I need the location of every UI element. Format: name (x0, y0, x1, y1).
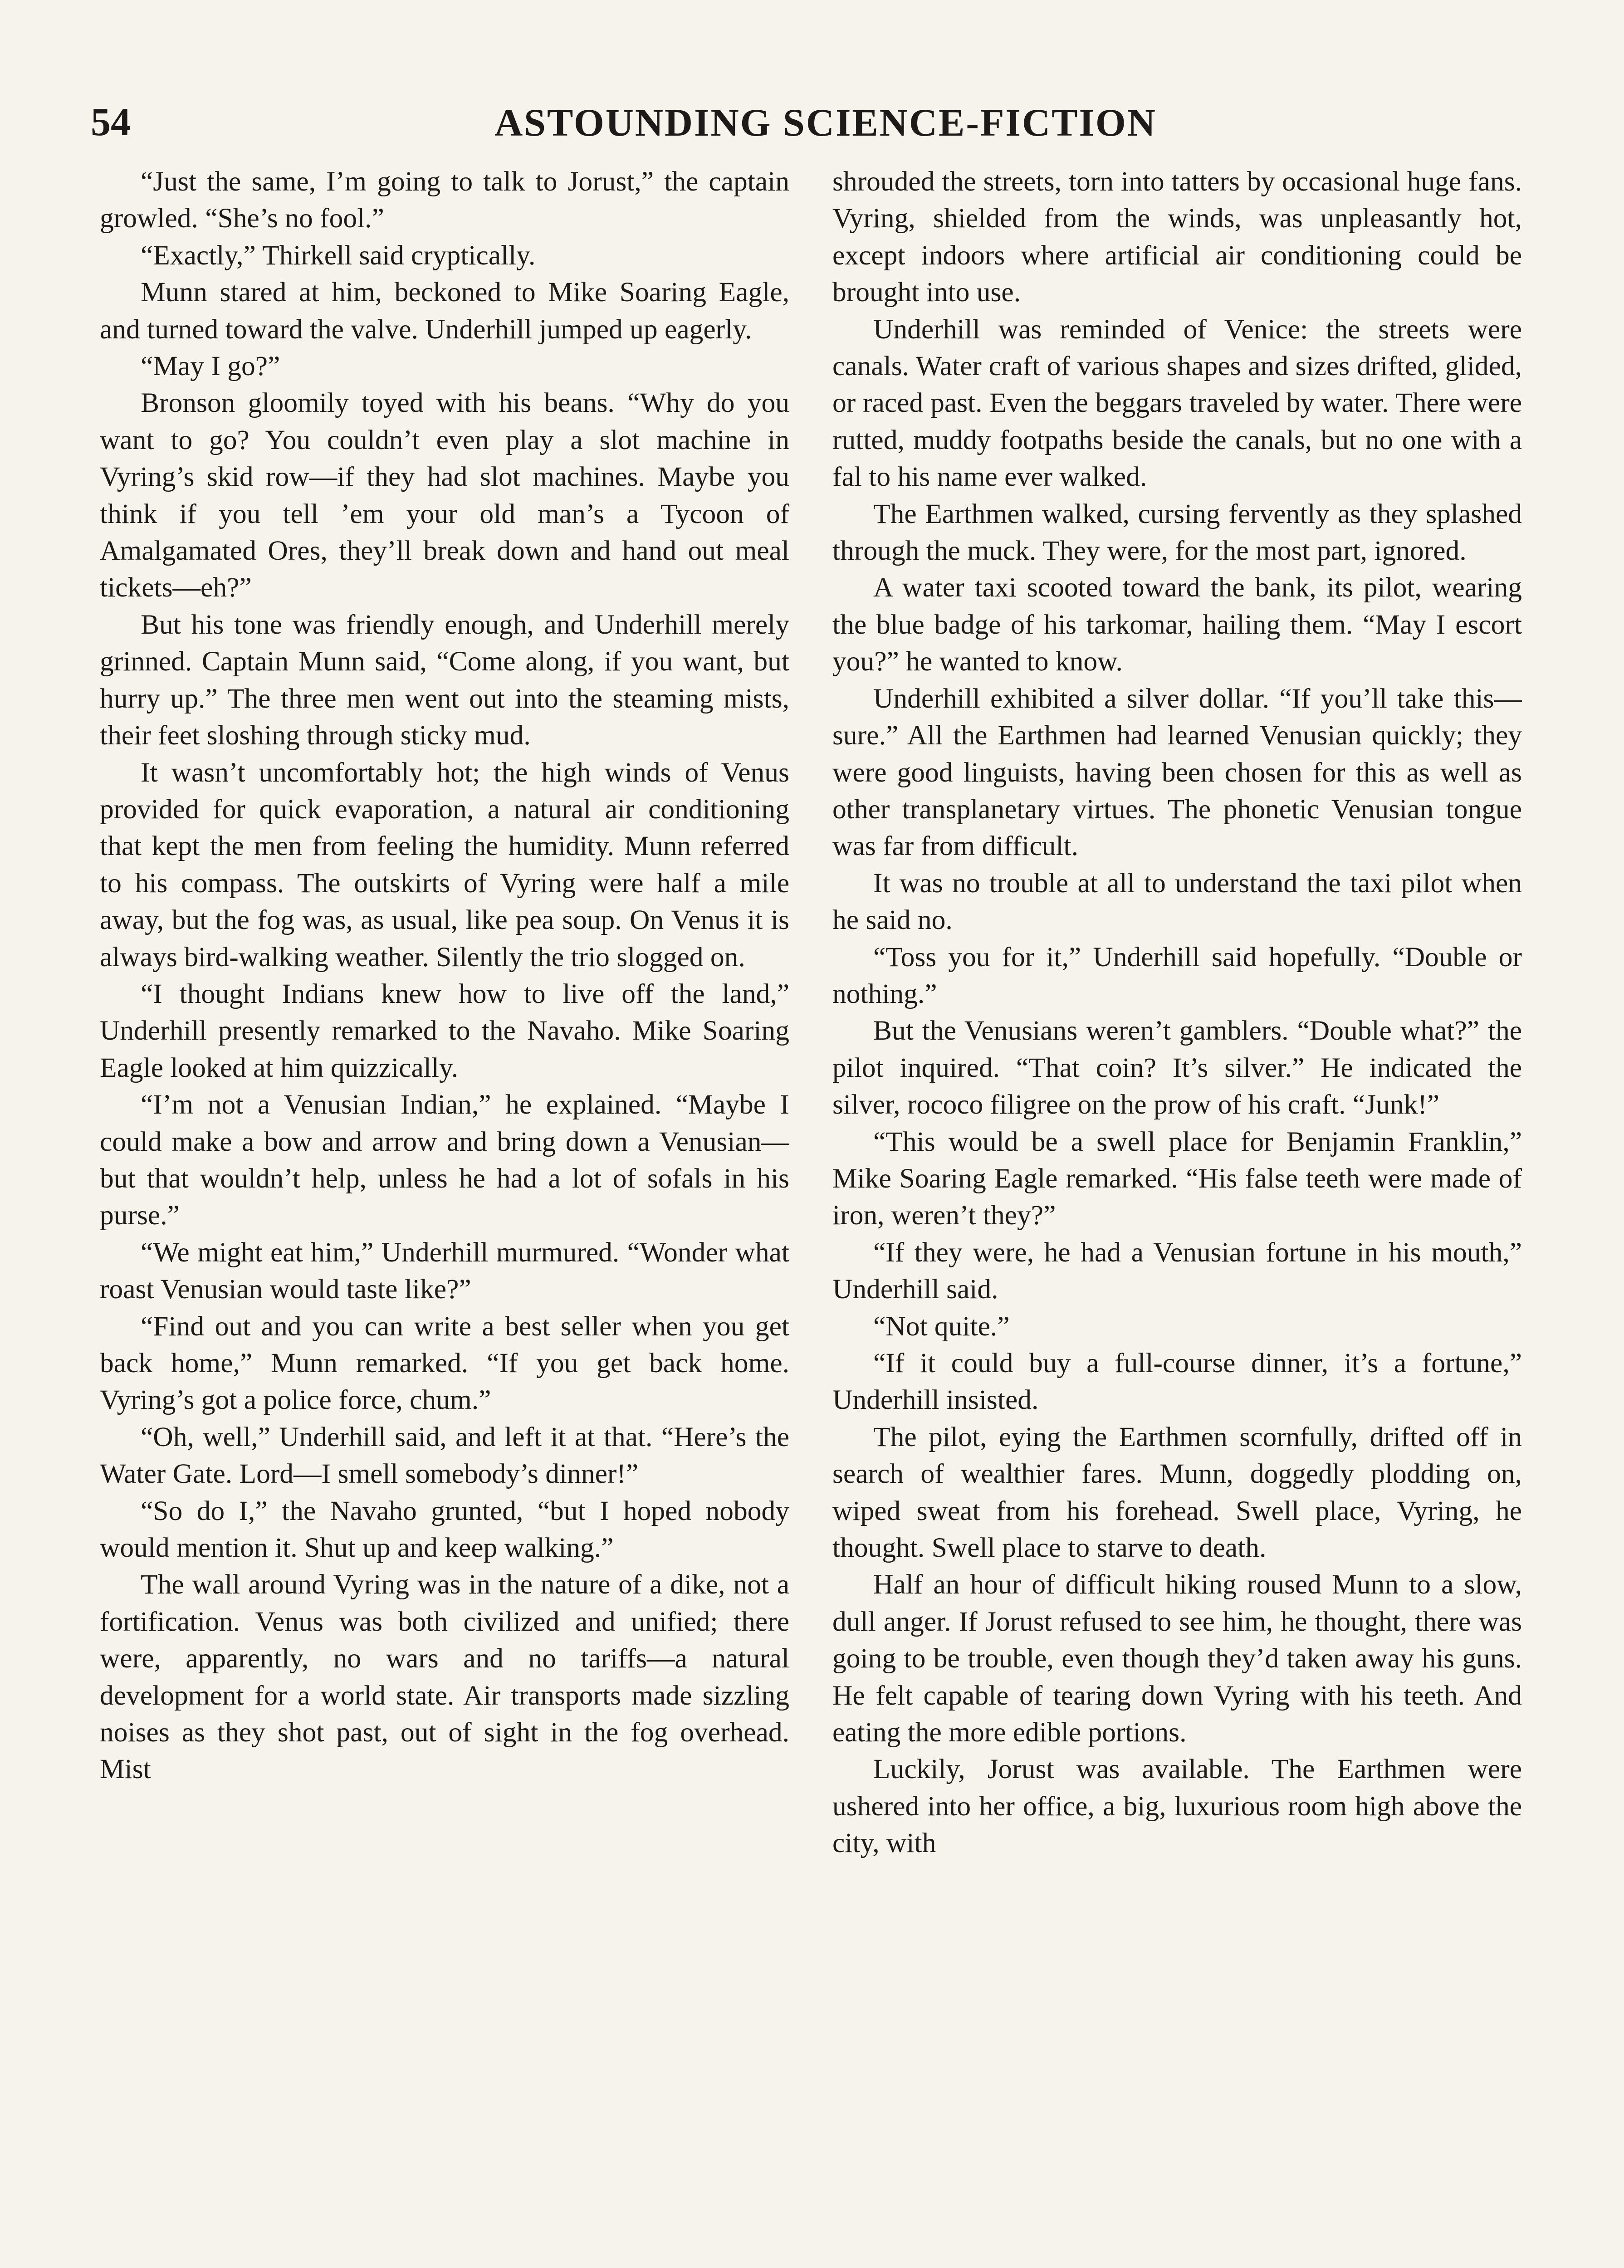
left-column (100, 163, 789, 2268)
paragraph: But the Venusians weren’t gamblers. “Double what?” the pilot inquired. “That coin? It’s silver.” He indicated the silver, rococo filigree on the prow of his craft. “Junk!” (832, 1015, 1522, 1120)
paragraph: “May I go?” (141, 351, 280, 382)
page-number: 54 (91, 100, 131, 144)
paragraph-continued: shrouded the streets, torn into tatters by occasional huge fans. Vyring, shielded from the winds, was unpleasantly hot, except indoors where artificial air conditioning could be brought into use. (832, 166, 1522, 308)
paragraph: “Oh, well,” Underhill said, and left it at that. “Here’s the Water Gate. Lord—I smell somebody’s dinner!” (100, 1421, 789, 1490)
paragraph: Luckily, Jorust was available. The Earthmen were ushered into her office, a big, luxurious room high above the city, with (832, 1754, 1522, 1859)
paragraph: “Exactly,” Thirkell said cryptically. (141, 240, 536, 271)
paragraph: Underhill was reminded of Venice: the streets were canals. Water craft of various shapes and sizes drifted, glided, or raced past. Even the beggars traveled by water. There were rutted, muddy footpaths beside the canals, but no one with a fal to his name ever walked. (832, 313, 1522, 493)
paragraph: A water taxi scooted toward the bank, its pilot, wearing the blue badge of his tarkomar, hailing them. “May I escort you?” he wanted to know. (832, 572, 1522, 677)
paragraph: “I thought Indians knew how to live off the land,” Underhill presently remarked to the Navaho. Mike Soaring Eagle looked at him quizzically. (100, 978, 789, 1083)
paragraph: “Just the same, I’m going to talk to Jorust,” the captain growled. “She’s no fool.” (100, 166, 789, 234)
magazine-title: ASTOUNDING SCIENCE-FICTION (494, 101, 1157, 144)
paragraph: “Not quite.” (873, 1310, 1010, 1342)
paragraph: Bronson gloomily toyed with his beans. “Why do you want to go? You couldn’t even play a slot machine in Vyring’s skid row—if they had slot machines. Maybe you think if you tell ’em your old man’s a Tycoon of Amalgamated Ores, they’ll break down and hand out meal tickets—eh?” (100, 387, 789, 603)
paragraph: “If it could buy a full-course dinner, it’s a fortune,” Underhill insisted. (832, 1348, 1522, 1416)
paragraph: “We might eat him,” Underhill murmured. “Wonder what roast Venusian would taste like?” (100, 1237, 789, 1305)
paragraph: “If they were, he had a Venusian fortune in his mouth,” Underhill said. (832, 1237, 1522, 1305)
paragraph: The Earthmen walked, cursing fervently as they splashed through the muck. They were, for the most part, ignored. (832, 498, 1522, 567)
right-column (832, 163, 1522, 2268)
paragraph: Underhill exhibited a silver dollar. “If you’ll take this—sure.” All the Earthmen had learned Venusian quickly; they were good linguists, having been chosen for this as well as other transplanetary virtues. The phonetic Venusian tongue was far from difficult. (832, 683, 1522, 862)
paragraph: “Find out and you can write a best seller when you get back home,” Munn remarked. “If you get back home. Vyring’s got a police force, chum.” (100, 1310, 789, 1416)
paragraph: Half an hour of difficult hiking roused Munn to a slow, dull anger. If Jorust refused to see him, he thought, there was going to be trouble, even though they’d taken away his guns. He felt capable of tearing down Vyring with his teeth. And eating the more edible portions. (832, 1569, 1522, 1748)
paragraph: It wasn’t uncomfortably hot; the high winds of Venus provided for quick evaporation, a natural air conditioning that kept the men from feeling the humidity. Munn referred to his compass. The outskirts of Vyring were half a mile away, but the fog was, as usual, like pea soup. On Venus it is always bird-walking weather. Silently the trio slogged on. (100, 757, 789, 973)
paragraph: It was no trouble at all to understand the taxi pilot when he said no. (832, 867, 1522, 936)
paragraph: But his tone was friendly enough, and Underhill merely grinned. Captain Munn said, “Come along, if you want, but hurry up.” The three men went out into the steaming mists, their feet sloshing through sticky mud. (100, 609, 789, 751)
paragraph: “Toss you for it,” Underhill said hopefully. “Double or nothing.” (832, 941, 1522, 1009)
paragraph: Munn stared at him, beckoned to Mike Soaring Eagle, and turned toward the valve. Underhill jumped up eagerly. (100, 277, 789, 345)
page-header (91, 91, 1533, 150)
paragraph: “So do I,” the Navaho grunted, “but I hoped nobody would mention it. Shut up and keep walking.” (100, 1495, 789, 1564)
paragraph: The pilot, eying the Earthmen scornfully, drifted off in search of wealthier fares. Munn, doggedly plodding on, wiped sweat from his forehead. Swell place, Vyring, he thought. Swell place to starve to death. (832, 1421, 1522, 1564)
paragraph: “I’m not a Venusian Indian,” he explained. “Maybe I could make a bow and arrow and bring down a Venusian—but that wouldn’t help, unless he had a lot of sofals in his purse.” (100, 1089, 789, 1231)
paragraph: The wall around Vyring was in the nature of a dike, not a fortification. Venus was both civilized and unified; there were, apparently, no wars and no tariffs—a natural development for a world state. Air transports made sizzling noises as they shot past, out of sight in the fog overhead. Mist (100, 1569, 789, 1785)
paragraph: “This would be a swell place for Benjamin Franklin,” Mike Soaring Eagle remarked. “His false teeth were made of iron, weren’t they?” (832, 1126, 1522, 1231)
